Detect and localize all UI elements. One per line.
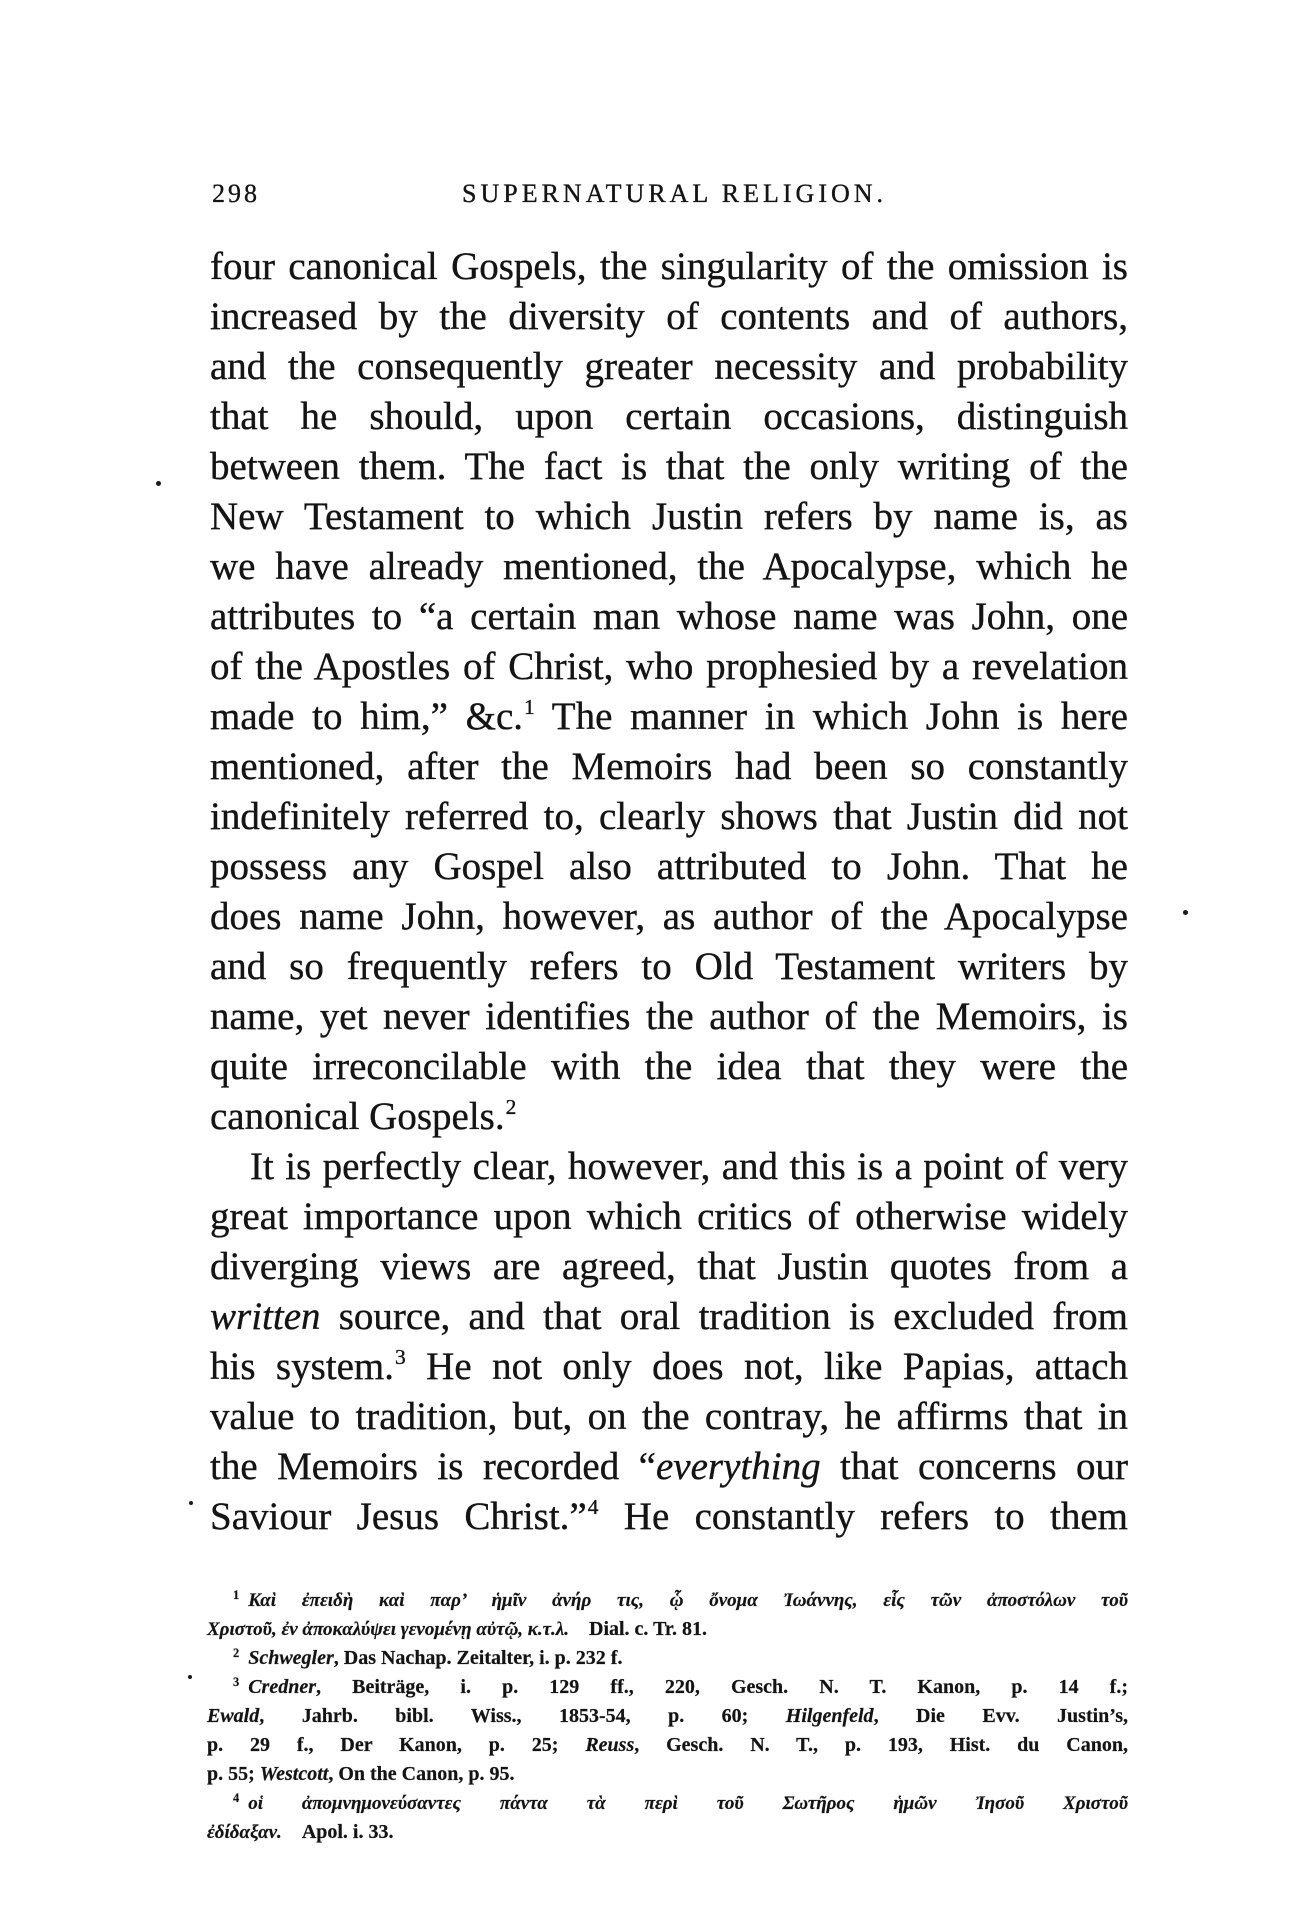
text-segment: It is perfectly clear, however, and this is a point of very bbox=[250, 1145, 1128, 1188]
text-line bbox=[210, 792, 1128, 842]
citation: Dial. c. Tr. 81. bbox=[589, 1618, 707, 1640]
text-line bbox=[210, 1242, 1128, 1292]
footnote-1-line bbox=[207, 1615, 1128, 1644]
citation: , Das Nachap. Zeitalter, i. p. 232 f. bbox=[333, 1647, 623, 1669]
text-segment: name, yet never identifies the author of the Memoirs, is bbox=[210, 995, 1128, 1038]
text-segment: and the consequently greater necessity and probability bbox=[210, 345, 1128, 388]
author-name: Hilgenfeld bbox=[785, 1705, 874, 1727]
author-name: Reuss bbox=[585, 1734, 635, 1756]
scan-speck bbox=[156, 481, 161, 486]
scan-speck bbox=[1183, 910, 1188, 915]
text-line bbox=[210, 542, 1128, 592]
text-segment: that he should, upon certain occasions, distinguish bbox=[210, 395, 1128, 438]
text-segment: his system. bbox=[210, 1345, 395, 1388]
text-line bbox=[210, 1292, 1128, 1342]
text-segment: The manner in which John is here bbox=[534, 695, 1128, 738]
scan-speck bbox=[188, 1675, 192, 1679]
text-segment: value to tradition, but, on the contray, he affirms that in bbox=[210, 1395, 1128, 1438]
greek-quotation: Χριστοῦ, ἐν ἀποκαλύψει γενομένῃ αὐτῷ, κ.τ.λ. bbox=[207, 1619, 569, 1640]
greek-quotation: Καὶ ἐπειδὴ καὶ παρ’ ἡμῖν ἀνήρ τις, ᾧ ὄνομα Ἰωάννης, εἷς τῶν ἀποστόλων τοῦ bbox=[248, 1590, 1128, 1611]
text-segment: and so frequently refers to Old Testament writers by bbox=[210, 945, 1128, 988]
footnote-3-line bbox=[207, 1731, 1128, 1760]
text-segment: diverging views are agreed, that Justin quotes from a bbox=[210, 1245, 1128, 1288]
text-line bbox=[210, 1492, 1128, 1542]
main-text bbox=[210, 242, 1128, 1542]
text-segment: does name John, however, as author of the Apocalypse bbox=[210, 895, 1128, 938]
author-name: Schwegler bbox=[248, 1647, 334, 1669]
greek-quotation: οἱ ἀπομνημονεύσαντες πάντα τὰ περὶ τοῦ Σωτῆρος ἡμῶν Ἰησοῦ Χριστοῦ bbox=[248, 1793, 1128, 1814]
italic-text: written bbox=[210, 1295, 321, 1338]
text-segment: we have already mentioned, the Apocalypse, which he bbox=[210, 545, 1128, 588]
footnote-2-line bbox=[207, 1644, 1128, 1673]
text-line bbox=[210, 992, 1128, 1042]
text-segment: that concerns our bbox=[820, 1445, 1128, 1488]
citation: p. 29 f., Der Kanon, p. 25; bbox=[207, 1734, 586, 1756]
citation: , Die Evv. Justin’s, bbox=[873, 1705, 1129, 1727]
footnote-marker: 4 bbox=[233, 1791, 240, 1806]
footnote-reference: 1 bbox=[524, 694, 535, 719]
text-line bbox=[210, 942, 1128, 992]
text-line bbox=[210, 592, 1128, 642]
text-line bbox=[210, 442, 1128, 492]
text-segment: canonical Gospels. bbox=[210, 1095, 505, 1138]
text-line bbox=[210, 242, 1128, 292]
footnote-3-line bbox=[207, 1673, 1128, 1702]
text-line bbox=[210, 742, 1128, 792]
scan-speck bbox=[189, 1501, 193, 1505]
text-line bbox=[210, 892, 1128, 942]
page-number: 298 bbox=[212, 179, 260, 208]
citation: , Beiträge, i. p. 129 ff., 220, Gesch. N. T. Kanon, p. 14 f.; bbox=[316, 1676, 1128, 1698]
text-line bbox=[210, 842, 1128, 892]
text-line bbox=[210, 392, 1128, 442]
footnotes bbox=[207, 1586, 1128, 1847]
text-line bbox=[210, 1442, 1128, 1492]
text-segment: great importance upon which critics of otherwise widely bbox=[210, 1195, 1128, 1238]
text-segment: He constantly refers to them bbox=[598, 1495, 1128, 1538]
citation: , Gesch. N. T., p. 193, Hist. du Canon, bbox=[634, 1734, 1128, 1756]
footnote-3-line bbox=[207, 1702, 1128, 1731]
text-line bbox=[210, 1342, 1128, 1392]
text-line bbox=[210, 342, 1128, 392]
text-segment: between them. The fact is that the only writing of the bbox=[210, 445, 1128, 488]
text-segment: the Memoirs is recorded “ bbox=[210, 1445, 656, 1488]
text-segment: Saviour Jesus Christ.” bbox=[210, 1495, 587, 1538]
italic-text: everything bbox=[655, 1445, 821, 1488]
author-name: Ewald bbox=[207, 1705, 260, 1727]
running-head bbox=[212, 181, 932, 207]
text-line bbox=[210, 292, 1128, 342]
text-segment: mentioned, after the Memoirs had been so constantly bbox=[210, 745, 1128, 788]
greek-quotation: ἐδίδαξαν. bbox=[207, 1822, 282, 1843]
footnote-3-line bbox=[207, 1760, 1128, 1789]
citation: Apol. i. 33. bbox=[301, 1821, 394, 1843]
footnote-4-line bbox=[207, 1818, 1128, 1847]
text-segment: made to him,” &c. bbox=[210, 695, 524, 738]
footnote-marker: 1 bbox=[233, 1588, 240, 1603]
text-line-paragraph-start bbox=[210, 1142, 1128, 1192]
footnote-reference: 2 bbox=[505, 1094, 517, 1119]
text-line bbox=[210, 692, 1128, 742]
text-segment: possess any Gospel also attributed to John. That he bbox=[210, 845, 1128, 888]
footnote-marker: 3 bbox=[233, 1675, 240, 1690]
text-segment: of the Apostles of Christ, who prophesied by a revelation bbox=[210, 645, 1128, 688]
text-line bbox=[210, 1392, 1128, 1442]
text-line bbox=[210, 1042, 1128, 1092]
running-title: SUPERNATURAL RELIGION. bbox=[462, 179, 888, 208]
text-line bbox=[210, 492, 1128, 542]
text-segment: He not only does not, like Papias, attach bbox=[405, 1345, 1128, 1388]
text-line-paragraph-end bbox=[210, 1092, 1128, 1142]
text-segment: increased by the diversity of contents and of authors, bbox=[210, 295, 1128, 338]
citation: , On the Canon, p. 95. bbox=[328, 1763, 515, 1785]
author-name: Westcott bbox=[259, 1763, 329, 1785]
text-segment: New Testament to which Justin refers by name is, as bbox=[210, 495, 1128, 538]
footnote-4-line bbox=[207, 1789, 1128, 1818]
text-line bbox=[210, 1192, 1128, 1242]
citation: p. 55; bbox=[207, 1763, 260, 1785]
text-segment: source, and that oral tradition is excluded from bbox=[320, 1295, 1128, 1338]
text-segment: attributes to “a certain man whose name was John, one bbox=[210, 595, 1128, 638]
footnote-reference: 3 bbox=[395, 1344, 406, 1369]
citation: , Jahrb. bibl. Wiss., 1853-54, p. 60; bbox=[259, 1705, 786, 1727]
text-line bbox=[210, 642, 1128, 692]
footnote-reference: 4 bbox=[587, 1494, 599, 1519]
footnote-1-line bbox=[207, 1586, 1128, 1615]
footnote-marker: 2 bbox=[233, 1646, 240, 1661]
text-segment: quite irreconcilable with the idea that they were the bbox=[210, 1045, 1128, 1088]
text-segment: indefinitely referred to, clearly shows that Justin did not bbox=[210, 795, 1128, 838]
text-segment: four canonical Gospels, the singularity of the omission is bbox=[210, 245, 1128, 288]
author-name: Credner bbox=[248, 1676, 316, 1698]
